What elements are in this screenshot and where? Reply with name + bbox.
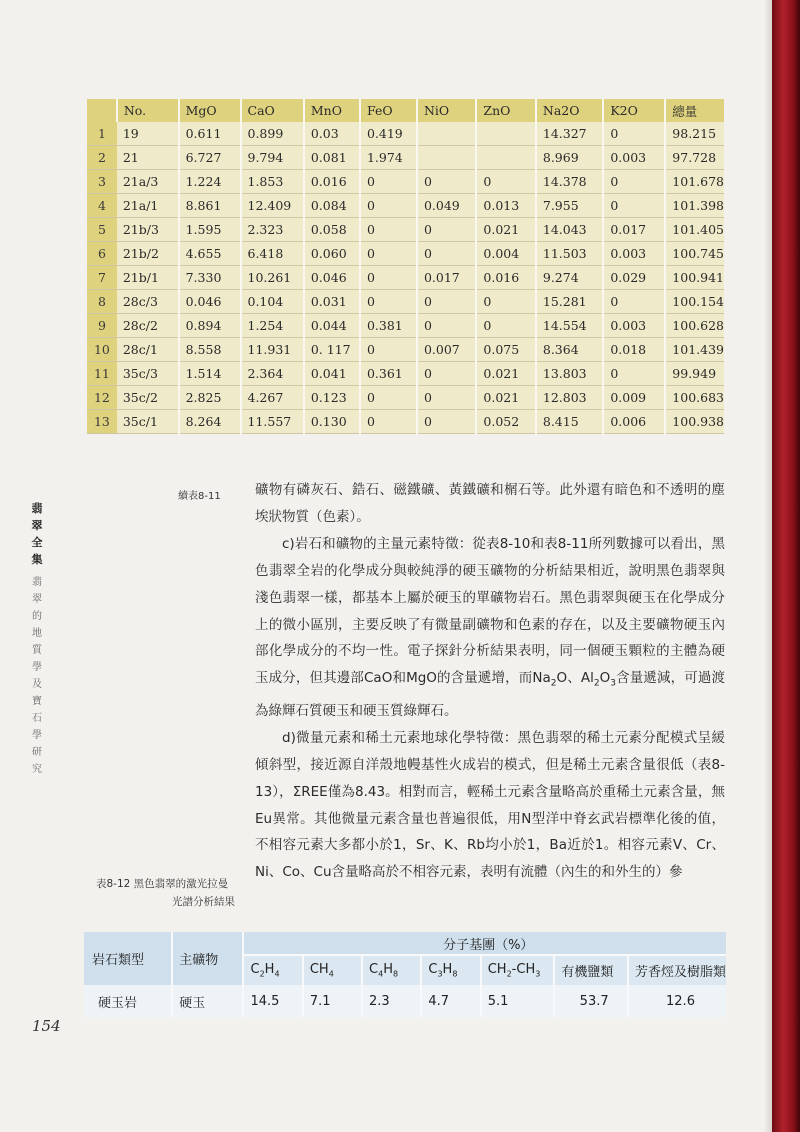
cell-index: 13: [87, 410, 117, 434]
header-c2h4: [243, 955, 302, 985]
sidebar-title-char: 全: [31, 536, 43, 549]
p2-text-c: O: [599, 670, 611, 687]
cell-total: 100.683: [665, 386, 724, 410]
cell-k2o: 0.003: [603, 242, 665, 266]
table-header-row-1: [84, 932, 726, 955]
cell-total: 97.728: [665, 146, 724, 170]
cell-total: 101.439: [665, 338, 724, 362]
cell-cao: 6.418: [241, 242, 304, 266]
cell-cao: 4.267: [241, 386, 304, 410]
cell-cao: 1.853: [241, 170, 304, 194]
cell-k2o: 0.006: [603, 410, 665, 434]
cell-feo: 0: [360, 410, 417, 434]
cell-aromatic-resins: 12.6: [628, 985, 726, 1017]
formula-part: C: [428, 962, 438, 978]
cell-feo: 0.419: [360, 122, 417, 146]
cell-na2o: 8.364: [536, 338, 603, 362]
table-row: [87, 410, 724, 434]
cell-index: 3: [87, 170, 117, 194]
sidebar-sub-char: 研: [32, 747, 42, 758]
cell-zno: 0: [476, 170, 535, 194]
paragraph-major-elements: [255, 531, 725, 725]
formula-sub: 2: [506, 969, 512, 979]
p2-text-a: c)岩石和礦物的主量元素特徵：從表8-10和表8-11所列數據可以看出，黑色翡翠全岩的化學成分與較純淨的硬玉礦物的分析結果相近，說明黑色翡翠與淺色翡翠一樣，都基本上屬於硬玉的單礦物岩石。黑色翡翠與硬玉在化學成分上的微小區別，主要反映了有微量副礦物和色素的存在，以及主要礦物硬玉內部化學成分的不均一性。電子探針分析結果表明，同一個硬玉顆粒的主體為硬玉成分，但其邊部CaO和MgO的含量遞增，而Na: [255, 535, 725, 687]
cell-zno: 0.004: [476, 242, 535, 266]
cell-total: 100.745: [665, 242, 724, 266]
paragraph-trace-elements: d)微量元素和稀土元素地球化學特徵：黑色翡翠的稀土元素分配模式呈緩傾斜型，接近源自洋殼地幔基性火成岩的模式，但是稀土元素含量很低（表8-13），ΣREE僅為8.43。相對而言，輕稀土元素含量略高於重稀土元素含量，無Eu異常。其他微量元素含量也普遍很低，用N型洋中脊玄武岩標準化後的值，不相容元素大多都小於1，Sr、K、Rb均小於1，Ba近於1。相容元素V、Cr、Ni、Co、Cu含量略高於不相容元素，表明有流體（內生的和外生的）參: [255, 729, 725, 881]
sidebar-sub-char: 質: [32, 645, 42, 656]
cell-cao: 11.931: [241, 338, 304, 362]
cell-no: 28c/1: [117, 338, 179, 362]
cell-index: 7: [87, 266, 117, 290]
sidebar-title-char: 翡: [31, 502, 43, 515]
cell-total: 100.628: [665, 314, 724, 338]
cell-k2o: 0.009: [603, 386, 665, 410]
cell-feo: 0: [360, 386, 417, 410]
cell-mgo: 6.727: [179, 146, 241, 170]
cell-index: 1: [87, 122, 117, 146]
cell-mno: 0.041: [304, 362, 360, 386]
cell-mgo: 0.046: [179, 290, 241, 314]
table-row: [87, 194, 724, 218]
formula-part: H: [383, 962, 393, 978]
cell-no: 19: [117, 122, 179, 146]
cell-total: 101.678: [665, 170, 724, 194]
cell-nio: 0: [417, 170, 476, 194]
cell-index: 9: [87, 314, 117, 338]
cell-mgo: 8.861: [179, 194, 241, 218]
paragraph-minerals: 礦物有磷灰石、鋯石、磁鐵礦、黃鐵礦和榍石等。此外還有暗色和不透明的塵埃狀物質（色素）。: [255, 482, 725, 525]
cell-nio: 0: [417, 386, 476, 410]
cell-index: 10: [87, 338, 117, 362]
cell-na2o: 14.327: [536, 122, 603, 146]
header-index: [87, 99, 117, 122]
cell-nio: 0: [417, 290, 476, 314]
table-row: [87, 314, 724, 338]
caption-table-8-12-line2: 光譜分析結果: [172, 896, 235, 908]
book-spine: [772, 0, 800, 1132]
cell-k2o: 0: [603, 290, 665, 314]
cell-total: 100.941: [665, 266, 724, 290]
header-c4h8: [362, 955, 421, 985]
cell-cao: 11.557: [241, 410, 304, 434]
formula-part: CH: [487, 962, 507, 978]
cell-no: 35c/3: [117, 362, 179, 386]
sidebar-title-char: 翠: [31, 519, 43, 532]
header-nio: NiO: [417, 99, 476, 122]
table-row: [84, 985, 726, 1017]
cell-rock-type: 硬玉岩: [84, 985, 172, 1017]
cell-zno: 0.021: [476, 362, 535, 386]
cell-mno: 0. 117: [304, 338, 360, 362]
sidebar-sub-char: 翡: [32, 577, 42, 588]
p2-text-b: O、Al: [556, 670, 594, 687]
formula-part: CH: [309, 962, 329, 978]
cell-no: 21a/3: [117, 170, 179, 194]
table-row: [87, 386, 724, 410]
formula-sub: 4: [378, 969, 384, 979]
table-row: [87, 218, 724, 242]
cell-cao: 12.409: [241, 194, 304, 218]
cell-na2o: 14.043: [536, 218, 603, 242]
cell-mno: 0.060: [304, 242, 360, 266]
cell-no: 21b/2: [117, 242, 179, 266]
cell-no: 21: [117, 146, 179, 170]
table-8-11-continued: [87, 99, 724, 434]
cell-feo: 0: [360, 218, 417, 242]
sidebar-sub-char: 石: [32, 713, 42, 724]
cell-mgo: 1.595: [179, 218, 241, 242]
formula-part: -CH: [511, 962, 536, 978]
cell-k2o: 0.018: [603, 338, 665, 362]
cell-no: 35c/1: [117, 410, 179, 434]
cell-main-mineral: 硬玉: [172, 985, 243, 1017]
cell-na2o: 14.378: [536, 170, 603, 194]
cell-feo: 0: [360, 170, 417, 194]
cell-mno: 0.031: [304, 290, 360, 314]
cell-na2o: 13.803: [536, 362, 603, 386]
header-organic-salts: 有機鹽類: [554, 955, 628, 985]
table-row: [87, 266, 724, 290]
cell-mgo: 0.894: [179, 314, 241, 338]
cell-mgo: 4.655: [179, 242, 241, 266]
cell-mno: 0.084: [304, 194, 360, 218]
p2-sub-3: 3: [610, 679, 616, 690]
cell-k2o: 0: [603, 170, 665, 194]
cell-mno: 0.058: [304, 218, 360, 242]
p2-sub-1: 2: [550, 679, 557, 690]
cell-total: 100.938: [665, 410, 724, 434]
cell-index: 2: [87, 146, 117, 170]
cell-cao: 2.323: [241, 218, 304, 242]
table-8-12: [84, 932, 726, 1017]
cell-na2o: 15.281: [536, 290, 603, 314]
caption-table-8-12-line1: 表8-12 黑色翡翠的激光拉曼: [96, 878, 229, 890]
cell-no: 21a/1: [117, 194, 179, 218]
cell-k2o: 0.029: [603, 266, 665, 290]
cell-na2o: 9.274: [536, 266, 603, 290]
cell-k2o: 0: [603, 122, 665, 146]
table-header-row: [87, 99, 724, 122]
cell-feo: 1.974: [360, 146, 417, 170]
cell-nio: 0: [417, 218, 476, 242]
page-edge: [764, 0, 772, 1132]
body-text: [255, 477, 725, 886]
cell-no: 35c/2: [117, 386, 179, 410]
cell-nio: 0.007: [417, 338, 476, 362]
cell-mno: 0.046: [304, 266, 360, 290]
cell-na2o: 11.503: [536, 242, 603, 266]
header-cao: CaO: [241, 99, 304, 122]
formula-part: C: [369, 962, 379, 978]
header-k2o: K2O: [603, 99, 665, 122]
cell-cao: 9.794: [241, 146, 304, 170]
cell-nio: [417, 122, 476, 146]
page-number: 154: [32, 1017, 61, 1035]
cell-mgo: 1.514: [179, 362, 241, 386]
table-row: [87, 362, 724, 386]
sidebar-sub-char: 的: [32, 611, 42, 622]
header-main-mineral: 主礦物: [172, 932, 243, 985]
cell-index: 11: [87, 362, 117, 386]
cell-no: 21b/1: [117, 266, 179, 290]
cell-feo: 0.381: [360, 314, 417, 338]
cell-mno: 0.123: [304, 386, 360, 410]
cell-total: 98.215: [665, 122, 724, 146]
cell-mno: 0.03: [304, 122, 360, 146]
cell-feo: 0: [360, 194, 417, 218]
sidebar-book-title: [30, 500, 44, 778]
cell-nio: 0: [417, 242, 476, 266]
header-rock-type: 岩石類型: [84, 932, 172, 985]
cell-mno: 0.016: [304, 170, 360, 194]
cell-mno: 0.081: [304, 146, 360, 170]
cell-mgo: 2.825: [179, 386, 241, 410]
cell-no: 28c/3: [117, 290, 179, 314]
cell-index: 8: [87, 290, 117, 314]
cell-zno: 0.021: [476, 218, 535, 242]
formula-sub: 4: [328, 969, 334, 979]
cell-mgo: 8.558: [179, 338, 241, 362]
header-na2o: Na2O: [536, 99, 603, 122]
header-mno: MnO: [304, 99, 360, 122]
formula-part: H: [264, 962, 275, 978]
cell-index: 5: [87, 218, 117, 242]
cell-index: 6: [87, 242, 117, 266]
header-zno: ZnO: [476, 99, 535, 122]
cell-feo: 0.361: [360, 362, 417, 386]
table-body: [87, 122, 724, 434]
sidebar-sub-char: 及: [32, 679, 42, 690]
cell-mno: 0.044: [304, 314, 360, 338]
cell-feo: 0: [360, 266, 417, 290]
formula-sub: 8: [392, 969, 399, 979]
cell-c2h4: 14.5: [243, 985, 302, 1017]
cell-k2o: 0: [603, 194, 665, 218]
cell-ch4: 7.1: [303, 985, 362, 1017]
cell-c4h8: 2.3: [362, 985, 421, 1017]
sidebar-sub-char: 學: [32, 730, 42, 741]
formula-part: C: [250, 962, 260, 978]
sidebar-sub-char: 學: [32, 662, 42, 673]
cell-na2o: 8.415: [536, 410, 603, 434]
cell-nio: 0.017: [417, 266, 476, 290]
table-row: [87, 338, 724, 362]
table-row: [87, 170, 724, 194]
caption-continued-8-11: 續表8-11: [178, 491, 221, 502]
cell-nio: 0: [417, 362, 476, 386]
table-row: [87, 290, 724, 314]
cell-k2o: 0.003: [603, 146, 665, 170]
sidebar-sub-char: 翠: [32, 594, 42, 605]
cell-nio: 0: [417, 410, 476, 434]
cell-zno: [476, 122, 535, 146]
cell-zno: 0.016: [476, 266, 535, 290]
cell-organic-salts: 53.7: [554, 985, 628, 1017]
cell-mno: 0.130: [304, 410, 360, 434]
cell-nio: 0.049: [417, 194, 476, 218]
cell-mgo: 8.264: [179, 410, 241, 434]
p2-text-d: 含量遞減，可過渡為綠輝石質硬玉和硬玉質綠輝石。: [255, 670, 725, 719]
cell-c3h8: 4.7: [421, 985, 480, 1017]
cell-na2o: 8.969: [536, 146, 603, 170]
cell-cao: 1.254: [241, 314, 304, 338]
cell-k2o: 0.003: [603, 314, 665, 338]
header-aromatic-resins: 芳香烴及樹脂類: [628, 955, 726, 985]
header-total: 總量: [665, 99, 724, 122]
cell-mgo: 7.330: [179, 266, 241, 290]
formula-sub: 8: [452, 969, 458, 979]
cell-zno: [476, 146, 535, 170]
cell-mgo: 0.611: [179, 122, 241, 146]
formula-sub: 4: [274, 969, 280, 979]
cell-zno: 0.052: [476, 410, 535, 434]
cell-na2o: 12.803: [536, 386, 603, 410]
cell-zno: 0: [476, 290, 535, 314]
cell-zno: 0.021: [476, 386, 535, 410]
cell-mgo: 1.224: [179, 170, 241, 194]
cell-total: 99.949: [665, 362, 724, 386]
cell-index: 4: [87, 194, 117, 218]
header-feo: FeO: [360, 99, 417, 122]
header-c3h8: [421, 955, 480, 985]
formula-part: H: [442, 962, 453, 978]
sidebar-sub-char: 寶: [32, 696, 42, 707]
cell-feo: 0: [360, 338, 417, 362]
cell-cao: 2.364: [241, 362, 304, 386]
cell-total: 100.154: [665, 290, 724, 314]
cell-k2o: 0: [603, 362, 665, 386]
header-ch4: [303, 955, 362, 985]
cell-ch2-ch3: 5.1: [481, 985, 555, 1017]
sidebar-sub-char: 地: [32, 628, 42, 639]
cell-feo: 0: [360, 290, 417, 314]
header-ch2-ch3: [481, 955, 555, 985]
header-molecular-groups: 分子基團（%）: [243, 932, 726, 955]
sidebar-sub-char: 究: [32, 764, 42, 775]
cell-zno: 0.075: [476, 338, 535, 362]
cell-zno: 0.013: [476, 194, 535, 218]
cell-no: 21b/3: [117, 218, 179, 242]
p2-sub-2: 2: [593, 679, 600, 690]
cell-nio: 0: [417, 314, 476, 338]
formula-sub: 3: [437, 969, 443, 979]
cell-cao: 0.899: [241, 122, 304, 146]
header-no: No.: [117, 99, 179, 122]
table-row: [87, 146, 724, 170]
header-mgo: MgO: [179, 99, 241, 122]
cell-no: 28c/2: [117, 314, 179, 338]
cell-zno: 0: [476, 314, 535, 338]
formula-sub: 2: [259, 969, 265, 979]
table-row: [87, 122, 724, 146]
cell-na2o: 7.955: [536, 194, 603, 218]
cell-k2o: 0.017: [603, 218, 665, 242]
cell-feo: 0: [360, 242, 417, 266]
cell-nio: [417, 146, 476, 170]
cell-index: 12: [87, 386, 117, 410]
cell-total: 101.405: [665, 218, 724, 242]
cell-cao: 10.261: [241, 266, 304, 290]
sidebar-title-char: 集: [31, 553, 43, 566]
cell-total: 101.398: [665, 194, 724, 218]
cell-cao: 0.104: [241, 290, 304, 314]
cell-na2o: 14.554: [536, 314, 603, 338]
formula-sub: 3: [535, 969, 541, 979]
table-row: [87, 242, 724, 266]
